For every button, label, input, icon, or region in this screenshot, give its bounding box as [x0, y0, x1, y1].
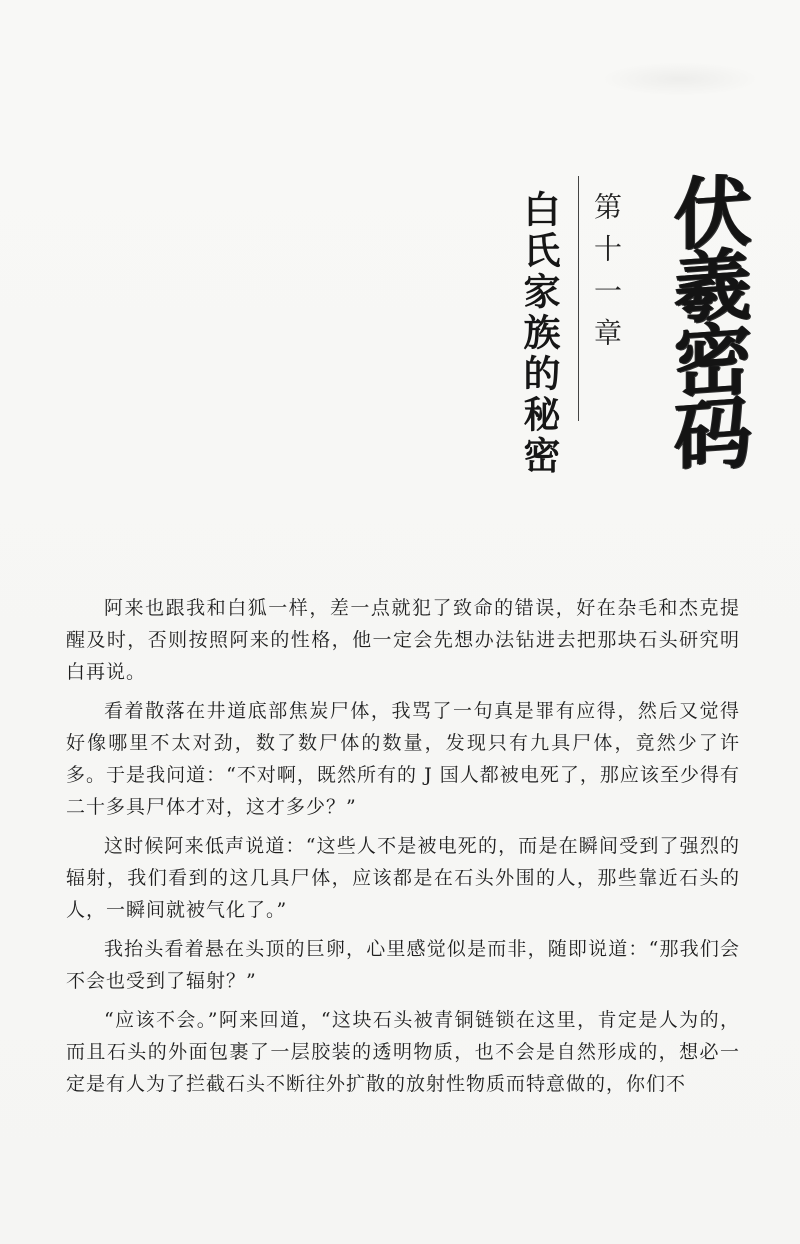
chapter-title: 白氏家族的秘密: [517, 190, 561, 477]
paragraph: “应该不会。”阿来回道，“这块石头被青铜链锁在这里，肯定是人为的，而且石头的外面包裹了一层胶装的透明物质，也不会是自然形成的，想必一定是有人为了拦截石头不断往外扩散的放射性物质而特意做的，你们不: [66, 1009, 740, 1095]
paragraph: 我抬头看着悬在头顶的巨卵，心里感觉似是而非，随即说道：“那我们会不会也受到了辐射？”: [66, 938, 740, 992]
paragraph: 这时候阿来低声说道：“这些人不是被电死的，而是在瞬间受到了强烈的辐射，我们看到的这几具尸体，应该都是在石头外围的人，那些靠近石头的人，一瞬间就被气化了。”: [66, 835, 740, 921]
body-text: [66, 592, 740, 1107]
paragraph: 阿来也跟我和白狐一样，差一点就犯了致命的错误，好在杂毛和杰克提醒及时，否则按照阿来的性格，他一定会先想办法钻进去把那块石头研究明白再说。: [66, 597, 740, 683]
paragraph: 看着散落在井道底部焦炭尸体，我骂了一句真是罪有应得，然后又觉得好像哪里不太对劲，数了数尸体的数量，发现只有九具尸体，竟然少了许多。于是我问道：“不对啊，既然所有的 J 国人都被电死了，那应该至少得有二十多具尸体才对，这才多少？”: [66, 700, 740, 818]
chapter-divider: [578, 176, 579, 421]
chapter-heading: [517, 168, 752, 532]
chapter-number: 第十一章: [590, 192, 623, 360]
book-title-calligraphy: 伏羲密码: [661, 168, 752, 472]
header-smudge: [600, 62, 760, 96]
